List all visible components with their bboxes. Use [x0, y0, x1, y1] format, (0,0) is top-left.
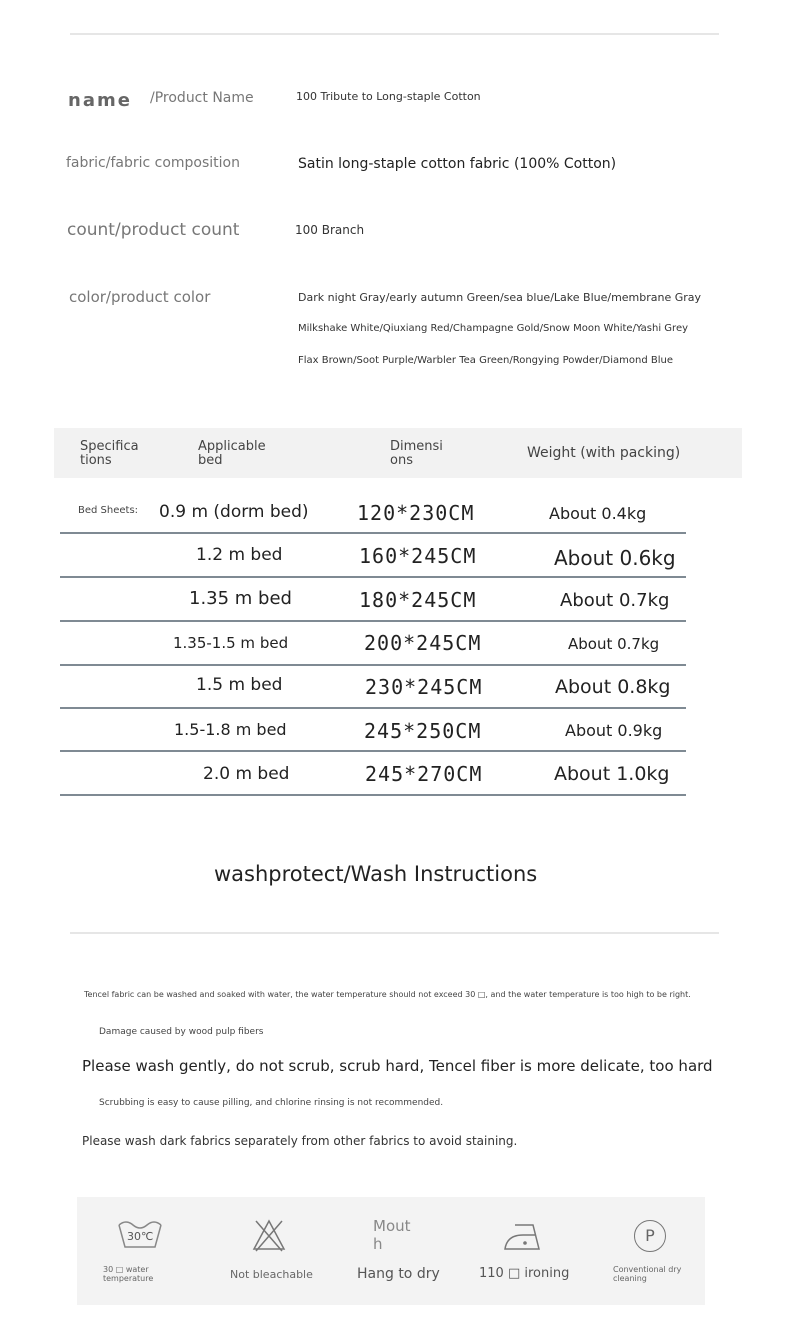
wash-temp-label — [103, 1265, 153, 1283]
row-weight: About 0.7kg — [560, 590, 670, 611]
fabric-label: fabric/fabric composition — [66, 155, 240, 171]
row-weight: About 0.9kg — [565, 721, 663, 740]
no-bleach-label: Not bleachable — [230, 1268, 313, 1281]
wash-temp-symbol: 30℃ — [127, 1230, 154, 1243]
wash-title: washprotect/Wash Instructions — [214, 862, 538, 886]
header-dimensions — [390, 440, 443, 468]
header-bed-line1: Applicable — [198, 439, 266, 454]
row-bed: 0.9 m (dorm bed) — [159, 502, 309, 522]
row-dimensions: 120*230CM — [357, 501, 475, 525]
wash-divider — [70, 932, 719, 934]
header-applicable-bed — [198, 440, 266, 468]
count-value: 100 Branch — [295, 223, 365, 237]
row-divider — [60, 707, 686, 709]
row-divider — [60, 664, 686, 666]
row-dimensions: 160*245CM — [359, 544, 477, 568]
row-divider — [60, 750, 686, 752]
row-weight: About 0.4kg — [549, 504, 647, 523]
dry-clean-label — [613, 1265, 681, 1283]
row-divider — [60, 794, 686, 796]
row-weight: About 0.6kg — [554, 546, 676, 570]
name-label-word: name — [68, 90, 132, 111]
row-dimensions: 245*250CM — [364, 719, 482, 743]
ironing-label: 110 □ ironing — [479, 1266, 570, 1281]
row-divider — [60, 532, 686, 534]
wash-line-5: Please wash dark fabrics separately from other fabrics to avoid staining. — [82, 1134, 518, 1148]
fabric-value: Satin long-staple cotton fabric (100% Cotton) — [298, 156, 617, 172]
row-weight: About 0.8kg — [555, 676, 671, 698]
row-bed: 2.0 m bed — [203, 764, 290, 784]
no-bleach-icon — [252, 1219, 286, 1257]
row-divider — [60, 576, 686, 578]
row-bed: 1.35 m bed — [189, 588, 292, 609]
name-value: 100 Tribute to Long-staple Cotton — [296, 90, 481, 103]
row-dimensions: 245*270CM — [365, 762, 483, 786]
header-dim-line1: Dimensi — [390, 439, 443, 454]
dry-clean-symbol: P — [645, 1226, 655, 1245]
wash-line-3: Please wash gently, do not scrub, scrub hard, Tencel fiber is more delicate, too hard — [82, 1057, 713, 1075]
color-label: color/product color — [69, 288, 211, 306]
wash-line-4: Scrubbing is easy to cause pilling, and chlorine rinsing is not recommended. — [99, 1098, 444, 1108]
hang-dry-label: Hang to dry — [357, 1266, 440, 1282]
dry-clean-label-line2: cleaning — [613, 1274, 647, 1283]
mouth-text-icon — [373, 1217, 411, 1253]
spec-table-header — [54, 428, 742, 478]
header-weight: Weight (with packing) — [527, 445, 681, 461]
color-line-3: Flax Brown/Soot Purple/Warbler Tea Green/Rongying Powder/Diamond Blue — [298, 355, 673, 366]
iron-icon — [503, 1221, 543, 1257]
header-spec-line2: tions — [80, 453, 112, 468]
row-divider — [60, 620, 686, 622]
name-label: /Product Name — [150, 90, 254, 106]
count-label: count/product count — [67, 220, 240, 240]
header-bed-line2: bed — [198, 453, 223, 468]
header-specifications — [80, 440, 139, 468]
wash-basin-icon — [117, 1219, 163, 1251]
wash-temp-label-line2: temperature — [103, 1274, 154, 1283]
row-dimensions: 180*245CM — [359, 588, 477, 612]
row-weight: About 1.0kg — [554, 763, 670, 785]
row-bed: 1.35-1.5 m bed — [173, 634, 289, 652]
row-bed: 1.2 m bed — [196, 545, 283, 565]
row-dimensions: 230*245CM — [365, 675, 483, 699]
color-line-1: Dark night Gray/early autumn Green/sea blue/Lake Blue/membrane Gray — [298, 291, 702, 304]
dry-clean-label-line1: Conventional dry — [613, 1265, 682, 1274]
row-weight: About 0.7kg — [568, 635, 660, 653]
wash-temp-label-line1: 30 □ water — [103, 1265, 149, 1274]
row-dimensions: 200*245CM — [364, 631, 482, 655]
top-divider — [70, 33, 719, 35]
row-bed: 1.5 m bed — [196, 675, 283, 695]
mouth-line2: h — [373, 1235, 383, 1253]
row-bed: 1.5-1.8 m bed — [174, 720, 287, 739]
bed-sheets-category: Bed Sheets: — [78, 505, 139, 516]
mouth-line1: Mout — [373, 1217, 411, 1235]
color-line-2: Milkshake White/Qiuxiang Red/Champagne Gold/Snow Moon White/Yashi Grey — [298, 323, 689, 334]
header-spec-line1: Specifica — [80, 439, 139, 454]
wash-line-1: Tencel fabric can be washed and soaked with water, the water temperature should not exceed 30 □, and the water temperature is too high to be right. — [84, 990, 691, 999]
care-icons-panel — [77, 1197, 705, 1305]
wash-line-2: Damage caused by wood pulp fibers — [99, 1027, 264, 1037]
header-dim-line2: ons — [390, 453, 413, 468]
dry-clean-icon — [634, 1220, 666, 1252]
